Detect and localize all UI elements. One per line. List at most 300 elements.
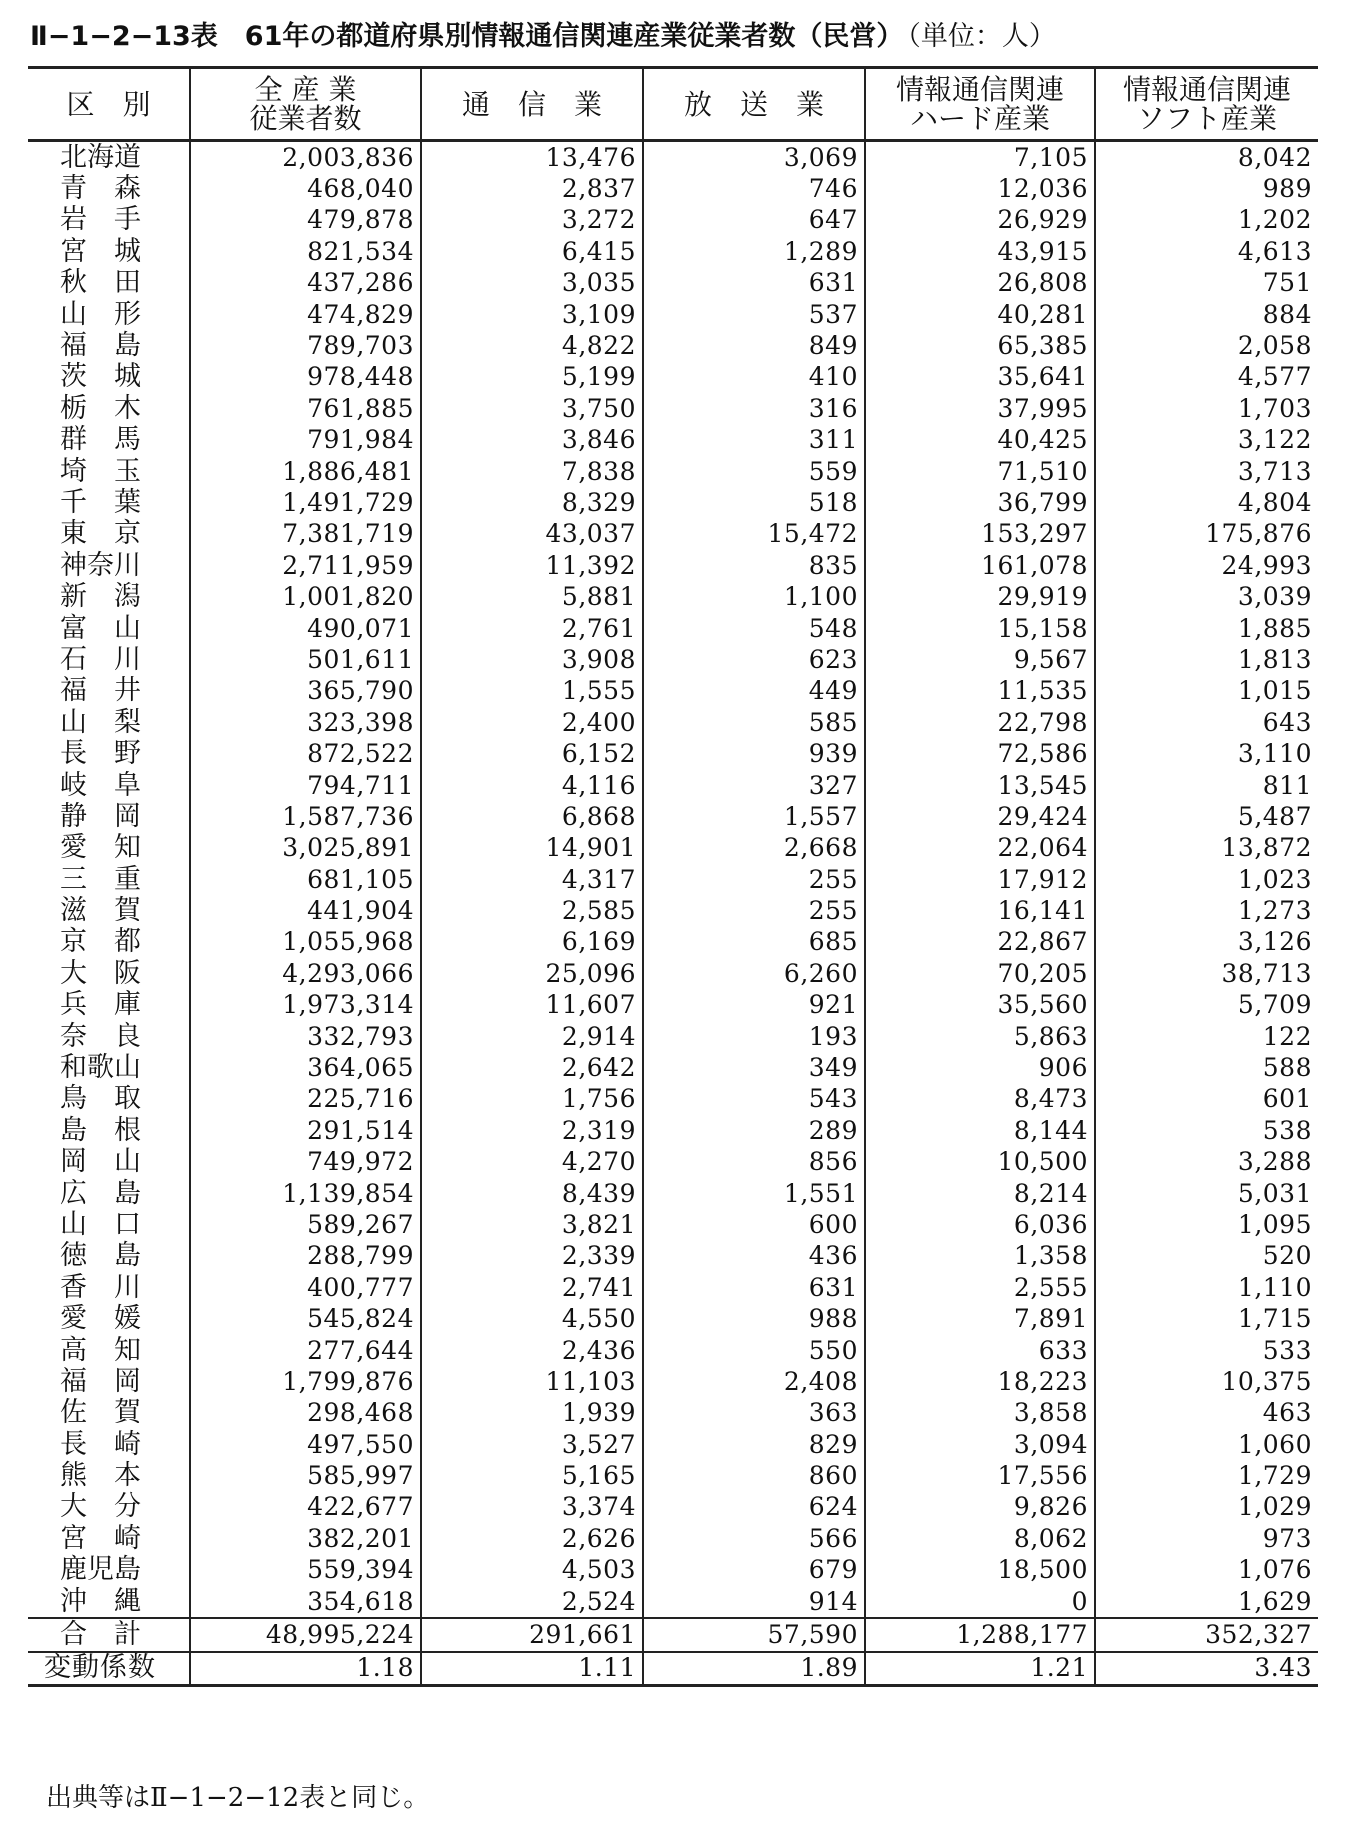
hardware-cell: 8,144	[865, 1115, 1095, 1146]
all-industry-cell: 872,522	[190, 738, 421, 769]
hardware-cell: 10,500	[865, 1147, 1095, 1178]
header-telecom: 通 信 業	[421, 68, 643, 141]
broadcast-cell: 2,408	[643, 1366, 865, 1397]
all-industry-cell: 48,995,224	[190, 1618, 421, 1651]
telecom-cell: 2,400	[421, 707, 643, 738]
broadcast-cell: 537	[643, 299, 865, 330]
software-cell: 1,110	[1095, 1272, 1318, 1303]
broadcast-cell: 1,551	[643, 1178, 865, 1209]
prefecture-name: 大 分	[60, 1491, 141, 1523]
software-cell: 1,629	[1095, 1586, 1318, 1618]
header-software: 情報通信関連 ソフト産業	[1095, 68, 1318, 141]
software-cell: 1,813	[1095, 644, 1318, 675]
all-industry-cell: 585,997	[190, 1460, 421, 1491]
all-industry-cell: 7,381,719	[190, 519, 421, 550]
table-row	[28, 1052, 1318, 1083]
all-industry-cell: 474,829	[190, 299, 421, 330]
telecom-cell: 4,270	[421, 1147, 643, 1178]
broadcast-cell: 410	[643, 362, 865, 393]
table-row	[28, 550, 1318, 581]
all-industry-cell: 545,824	[190, 1303, 421, 1334]
software-cell: 5,031	[1095, 1178, 1318, 1209]
telecom-cell: 11,607	[421, 990, 643, 1021]
broadcast-cell: 631	[643, 268, 865, 299]
table-row	[28, 1209, 1318, 1240]
software-cell: 1,060	[1095, 1429, 1318, 1460]
all-industry-cell: 2,003,836	[190, 141, 421, 174]
prefecture-name: 愛 媛	[60, 1303, 141, 1335]
table-row	[28, 676, 1318, 707]
telecom-cell: 43,037	[421, 519, 643, 550]
table-row	[28, 141, 1318, 174]
broadcast-cell: 631	[643, 1272, 865, 1303]
hardware-cell: 13,545	[865, 770, 1095, 801]
table-row	[28, 1398, 1318, 1429]
software-cell: 1,202	[1095, 205, 1318, 236]
hardware-cell: 1,288,177	[865, 1618, 1095, 1651]
software-cell: 10,375	[1095, 1366, 1318, 1397]
header-category: 区 別	[28, 68, 190, 141]
broadcast-cell: 543	[643, 1084, 865, 1115]
hardware-cell: 29,919	[865, 581, 1095, 612]
telecom-cell: 2,339	[421, 1241, 643, 1272]
prefecture-name: 岡 山	[60, 1146, 141, 1178]
telecom-cell: 4,317	[421, 864, 643, 895]
hardware-cell: 153,297	[865, 519, 1095, 550]
telecom-cell: 2,642	[421, 1052, 643, 1083]
prefecture-name: 埼 玉	[60, 455, 141, 487]
telecom-cell: 2,761	[421, 613, 643, 644]
table-row	[28, 895, 1318, 926]
table-row	[28, 644, 1318, 675]
prefecture-name: 秋 田	[60, 267, 141, 299]
software-cell: 989	[1095, 173, 1318, 204]
table-row	[28, 1586, 1318, 1618]
all-industry-cell: 382,201	[190, 1523, 421, 1554]
all-industry-cell: 298,468	[190, 1398, 421, 1429]
table-row	[28, 1555, 1318, 1586]
hardware-cell: 22,867	[865, 927, 1095, 958]
header-all-industry: 全 産 業 従業者数	[190, 68, 421, 141]
telecom-cell: 11,392	[421, 550, 643, 581]
table-row	[28, 173, 1318, 204]
broadcast-cell: 829	[643, 1429, 865, 1460]
source-note: 出典等はⅡ−1−2−12表と同じ。	[46, 1783, 430, 1813]
hardware-cell: 8,214	[865, 1178, 1095, 1209]
hardware-cell: 12,036	[865, 173, 1095, 204]
telecom-cell: 1,756	[421, 1084, 643, 1115]
broadcast-cell: 623	[643, 644, 865, 675]
all-industry-cell: 761,885	[190, 393, 421, 424]
hardware-cell: 18,223	[865, 1366, 1095, 1397]
prefecture-name: 長 崎	[60, 1428, 141, 1460]
software-cell: 538	[1095, 1115, 1318, 1146]
hardware-cell: 70,205	[865, 958, 1095, 989]
hardware-cell: 11,535	[865, 676, 1095, 707]
prefecture-name: 愛 知	[60, 832, 141, 864]
software-cell: 4,613	[1095, 236, 1318, 267]
hardware-cell: 36,799	[865, 487, 1095, 518]
hardware-cell: 15,158	[865, 613, 1095, 644]
prefecture-name: 兵 庫	[60, 989, 141, 1021]
prefecture-name: 茨 城	[60, 361, 141, 393]
all-industry-cell: 501,611	[190, 644, 421, 675]
all-industry-cell: 332,793	[190, 1021, 421, 1052]
hardware-cell: 71,510	[865, 456, 1095, 487]
telecom-cell: 4,822	[421, 330, 643, 361]
table-row	[28, 581, 1318, 612]
prefecture-name: 香 川	[60, 1271, 141, 1303]
hardware-cell: 72,586	[865, 738, 1095, 769]
telecom-cell: 8,439	[421, 1178, 643, 1209]
telecom-cell: 4,503	[421, 1555, 643, 1586]
hardware-cell: 3,858	[865, 1398, 1095, 1429]
broadcast-cell: 685	[643, 927, 865, 958]
hardware-cell: 633	[865, 1335, 1095, 1366]
prefecture-name: 静 岡	[60, 800, 141, 832]
prefecture-name: 京 都	[60, 926, 141, 958]
software-cell: 24,993	[1095, 550, 1318, 581]
software-cell: 1,273	[1095, 895, 1318, 926]
table-row	[28, 1523, 1318, 1554]
hardware-cell: 37,995	[865, 393, 1095, 424]
software-cell: 973	[1095, 1523, 1318, 1554]
broadcast-cell: 449	[643, 676, 865, 707]
telecom-cell: 5,165	[421, 1460, 643, 1491]
software-cell: 38,713	[1095, 958, 1318, 989]
hardware-cell: 1.21	[865, 1652, 1095, 1686]
telecom-cell: 25,096	[421, 958, 643, 989]
software-cell: 4,804	[1095, 487, 1318, 518]
table-row	[28, 613, 1318, 644]
table-row	[28, 707, 1318, 738]
header-hardware: 情報通信関連 ハード産業	[865, 68, 1095, 141]
table-row	[28, 1272, 1318, 1303]
broadcast-cell: 746	[643, 173, 865, 204]
telecom-cell: 2,914	[421, 1021, 643, 1052]
telecom-cell: 6,868	[421, 801, 643, 832]
hardware-cell: 9,567	[865, 644, 1095, 675]
table-row	[28, 770, 1318, 801]
table-title	[30, 14, 1330, 52]
table-row	[28, 236, 1318, 267]
telecom-cell: 3,527	[421, 1429, 643, 1460]
prefecture-employee-table	[28, 66, 1318, 1687]
prefecture-name: 東 京	[60, 518, 141, 550]
all-industry-cell: 468,040	[190, 173, 421, 204]
software-cell: 1,885	[1095, 613, 1318, 644]
software-cell: 588	[1095, 1052, 1318, 1083]
all-industry-cell: 1,001,820	[190, 581, 421, 612]
software-cell: 3,126	[1095, 927, 1318, 958]
hardware-cell: 161,078	[865, 550, 1095, 581]
all-industry-cell: 4,293,066	[190, 958, 421, 989]
all-industry-cell: 437,286	[190, 268, 421, 299]
broadcast-cell: 835	[643, 550, 865, 581]
software-cell: 463	[1095, 1398, 1318, 1429]
software-cell: 1,703	[1095, 393, 1318, 424]
broadcast-cell: 1.89	[643, 1652, 865, 1686]
software-cell: 533	[1095, 1335, 1318, 1366]
all-industry-cell: 277,644	[190, 1335, 421, 1366]
software-cell: 5,487	[1095, 801, 1318, 832]
prefecture-name: 和歌山	[60, 1052, 141, 1084]
software-cell: 1,023	[1095, 864, 1318, 895]
hardware-cell: 17,556	[865, 1460, 1095, 1491]
broadcast-cell: 585	[643, 707, 865, 738]
broadcast-cell: 849	[643, 330, 865, 361]
table-body	[28, 141, 1318, 1686]
broadcast-cell: 15,472	[643, 519, 865, 550]
telecom-cell: 3,109	[421, 299, 643, 330]
prefecture-name: 福 島	[60, 330, 141, 362]
all-industry-cell: 225,716	[190, 1084, 421, 1115]
broadcast-cell: 363	[643, 1398, 865, 1429]
coefficient-row	[28, 1652, 1318, 1686]
broadcast-cell: 6,260	[643, 958, 865, 989]
telecom-cell: 2,524	[421, 1586, 643, 1618]
telecom-cell: 4,116	[421, 770, 643, 801]
broadcast-cell: 518	[643, 487, 865, 518]
hardware-cell: 29,424	[865, 801, 1095, 832]
hardware-cell: 35,641	[865, 362, 1095, 393]
prefecture-name: 群 馬	[60, 424, 141, 456]
broadcast-cell: 57,590	[643, 1618, 865, 1651]
telecom-cell: 3,846	[421, 425, 643, 456]
broadcast-cell: 436	[643, 1241, 865, 1272]
prefecture-name: 大 阪	[60, 957, 141, 989]
software-cell: 520	[1095, 1241, 1318, 1272]
all-industry-cell: 479,878	[190, 205, 421, 236]
software-cell: 1,095	[1095, 1209, 1318, 1240]
hardware-cell: 22,798	[865, 707, 1095, 738]
hardware-cell: 35,560	[865, 990, 1095, 1021]
hardware-cell: 8,062	[865, 1523, 1095, 1554]
broadcast-cell: 349	[643, 1052, 865, 1083]
all-industry-cell: 821,534	[190, 236, 421, 267]
hardware-cell: 8,473	[865, 1084, 1095, 1115]
table-row	[28, 1303, 1318, 1334]
table-row	[28, 1084, 1318, 1115]
table-row	[28, 801, 1318, 832]
all-industry-cell: 288,799	[190, 1241, 421, 1272]
broadcast-cell: 550	[643, 1335, 865, 1366]
hardware-cell: 40,425	[865, 425, 1095, 456]
hardware-cell: 43,915	[865, 236, 1095, 267]
header-row	[28, 68, 1318, 141]
broadcast-cell: 3,069	[643, 141, 865, 174]
hardware-cell: 7,891	[865, 1303, 1095, 1334]
table-row	[28, 487, 1318, 518]
prefecture-name: 富 山	[60, 612, 141, 644]
prefecture-name: 北海道	[60, 141, 141, 173]
telecom-cell: 2,626	[421, 1523, 643, 1554]
table-row	[28, 205, 1318, 236]
broadcast-cell: 311	[643, 425, 865, 456]
table-row	[28, 990, 1318, 1021]
broadcast-cell: 679	[643, 1555, 865, 1586]
software-cell: 643	[1095, 707, 1318, 738]
total-row	[28, 1618, 1318, 1651]
header-broadcast: 放 送 業	[643, 68, 865, 141]
software-cell: 352,327	[1095, 1618, 1318, 1651]
prefecture-name: 山 梨	[60, 706, 141, 738]
all-industry-cell: 291,514	[190, 1115, 421, 1146]
prefecture-name: 栃 木	[60, 392, 141, 424]
all-industry-cell: 1,055,968	[190, 927, 421, 958]
telecom-cell: 6,169	[421, 927, 643, 958]
all-industry-cell: 681,105	[190, 864, 421, 895]
table-row	[28, 1021, 1318, 1052]
software-cell: 3,288	[1095, 1147, 1318, 1178]
software-cell: 3,122	[1095, 425, 1318, 456]
table-row	[28, 1366, 1318, 1397]
table-row	[28, 958, 1318, 989]
prefecture-name: 合 計	[28, 1618, 190, 1651]
unit-label: （単位：人）	[907, 21, 1056, 52]
telecom-cell: 291,661	[421, 1618, 643, 1651]
software-cell: 2,058	[1095, 330, 1318, 361]
all-industry-cell: 441,904	[190, 895, 421, 926]
table-row	[28, 1147, 1318, 1178]
broadcast-cell: 289	[643, 1115, 865, 1146]
hardware-cell: 18,500	[865, 1555, 1095, 1586]
telecom-cell: 3,750	[421, 393, 643, 424]
prefecture-name: 山 口	[60, 1208, 141, 1240]
telecom-cell: 6,415	[421, 236, 643, 267]
software-cell: 601	[1095, 1084, 1318, 1115]
all-industry-cell: 323,398	[190, 707, 421, 738]
prefecture-name: 徳 島	[60, 1240, 141, 1272]
software-cell: 1,029	[1095, 1492, 1318, 1523]
prefecture-name: 高 知	[60, 1334, 141, 1366]
hardware-cell: 7,105	[865, 141, 1095, 174]
all-industry-cell: 589,267	[190, 1209, 421, 1240]
all-industry-cell: 789,703	[190, 330, 421, 361]
prefecture-name: 青 森	[60, 173, 141, 205]
prefecture-name: 神奈川	[60, 549, 141, 581]
all-industry-cell: 497,550	[190, 1429, 421, 1460]
telecom-cell: 1.11	[421, 1652, 643, 1686]
all-industry-cell: 354,618	[190, 1586, 421, 1618]
hardware-cell: 17,912	[865, 864, 1095, 895]
prefecture-name: 石 川	[60, 643, 141, 675]
broadcast-cell: 566	[643, 1523, 865, 1554]
prefecture-name: 長 野	[60, 738, 141, 770]
software-cell: 3,713	[1095, 456, 1318, 487]
broadcast-cell: 647	[643, 205, 865, 236]
hardware-cell: 26,929	[865, 205, 1095, 236]
telecom-cell: 3,035	[421, 268, 643, 299]
broadcast-cell: 921	[643, 990, 865, 1021]
table-row	[28, 393, 1318, 424]
all-industry-cell: 3,025,891	[190, 833, 421, 864]
software-cell: 8,042	[1095, 141, 1318, 174]
hardware-cell: 26,808	[865, 268, 1095, 299]
prefecture-name: 千 葉	[60, 486, 141, 518]
table-row	[28, 268, 1318, 299]
all-industry-cell: 1,491,729	[190, 487, 421, 518]
all-industry-cell: 749,972	[190, 1147, 421, 1178]
table-row	[28, 299, 1318, 330]
telecom-cell: 11,103	[421, 1366, 643, 1397]
table-row	[28, 864, 1318, 895]
hardware-cell: 2,555	[865, 1272, 1095, 1303]
hardware-cell: 16,141	[865, 895, 1095, 926]
broadcast-cell: 1,557	[643, 801, 865, 832]
prefecture-name: 佐 賀	[60, 1397, 141, 1429]
prefecture-name: 新 潟	[60, 581, 141, 613]
hardware-cell: 9,826	[865, 1492, 1095, 1523]
telecom-cell: 8,329	[421, 487, 643, 518]
broadcast-cell: 327	[643, 770, 865, 801]
all-industry-cell: 2,711,959	[190, 550, 421, 581]
hardware-cell: 65,385	[865, 330, 1095, 361]
broadcast-cell: 255	[643, 864, 865, 895]
software-cell: 13,872	[1095, 833, 1318, 864]
telecom-cell: 2,837	[421, 173, 643, 204]
telecom-cell: 2,585	[421, 895, 643, 926]
prefecture-name: 福 岡	[60, 1365, 141, 1397]
telecom-cell: 3,908	[421, 644, 643, 675]
software-cell: 884	[1095, 299, 1318, 330]
software-cell: 175,876	[1095, 519, 1318, 550]
broadcast-cell: 316	[643, 393, 865, 424]
broadcast-cell: 624	[643, 1492, 865, 1523]
telecom-cell: 2,436	[421, 1335, 643, 1366]
telecom-cell: 2,319	[421, 1115, 643, 1146]
telecom-cell: 1,939	[421, 1398, 643, 1429]
all-industry-cell: 1,587,736	[190, 801, 421, 832]
telecom-cell: 7,838	[421, 456, 643, 487]
telecom-cell: 3,821	[421, 1209, 643, 1240]
prefecture-name: 滋 賀	[60, 895, 141, 927]
hardware-cell: 22,064	[865, 833, 1095, 864]
software-cell: 5,709	[1095, 990, 1318, 1021]
table-row	[28, 362, 1318, 393]
table-row	[28, 519, 1318, 550]
prefecture-name: 岐 阜	[60, 769, 141, 801]
software-cell: 4,577	[1095, 362, 1318, 393]
telecom-cell: 3,272	[421, 205, 643, 236]
broadcast-cell: 559	[643, 456, 865, 487]
broadcast-cell: 255	[643, 895, 865, 926]
table-row	[28, 1241, 1318, 1272]
all-industry-cell: 1.18	[190, 1652, 421, 1686]
all-industry-cell: 400,777	[190, 1272, 421, 1303]
broadcast-cell: 1,100	[643, 581, 865, 612]
table-row	[28, 1178, 1318, 1209]
table-row	[28, 425, 1318, 456]
table-row	[28, 833, 1318, 864]
prefecture-name: 広 島	[60, 1177, 141, 1209]
hardware-cell: 906	[865, 1052, 1095, 1083]
prefecture-name: 沖 縄	[60, 1585, 141, 1617]
prefecture-name: 奈 良	[60, 1020, 141, 1052]
table-row	[28, 927, 1318, 958]
broadcast-cell: 1,289	[643, 236, 865, 267]
software-cell: 751	[1095, 268, 1318, 299]
all-industry-cell: 978,448	[190, 362, 421, 393]
table-row	[28, 1115, 1318, 1146]
hardware-cell: 0	[865, 1586, 1095, 1618]
telecom-cell: 13,476	[421, 141, 643, 174]
all-industry-cell: 364,065	[190, 1052, 421, 1083]
prefecture-name: 島 根	[60, 1114, 141, 1146]
broadcast-cell: 914	[643, 1586, 865, 1618]
all-industry-cell: 1,139,854	[190, 1178, 421, 1209]
telecom-cell: 2,741	[421, 1272, 643, 1303]
